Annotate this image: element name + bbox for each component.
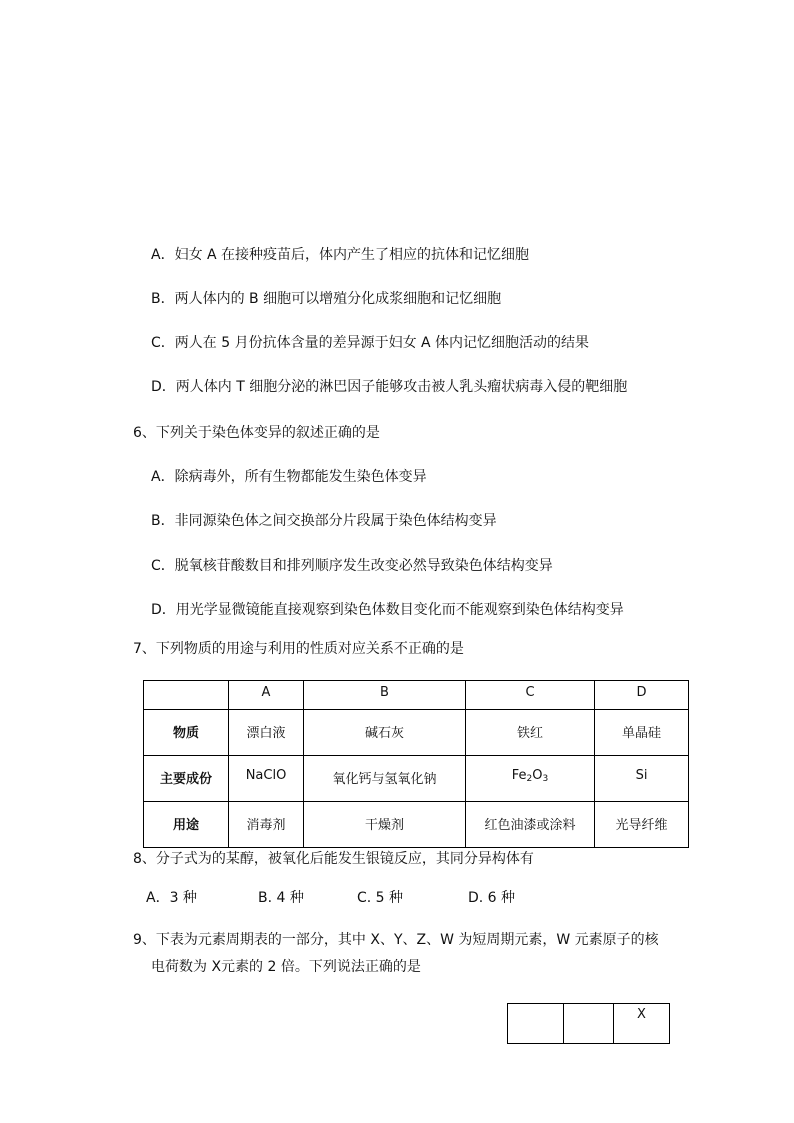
q6-option-a: A．除病毒外，所有生物都能发生染色体变异 (151, 469, 427, 485)
table-cell: D (595, 681, 689, 710)
q8-option-b: B. 4 种 (258, 890, 304, 906)
q8-option-c: C. 5 种 (357, 890, 404, 906)
q5-option-c: C．两人在 5 月份抗体含量的差异源于妇女 A 体内记忆细胞活动的结果 (151, 335, 590, 351)
formula-fe2o3: $Fe_2O_3$ (466, 755, 595, 801)
table-row (508, 1004, 670, 1044)
table-cell (564, 1004, 614, 1044)
q6-option-d: D．用光学显微镜能直接观察到染色体数目变化而不能观察到染色体结构变异 (151, 602, 624, 618)
substance-table (143, 680, 689, 848)
table-cell: 碱石灰 (304, 709, 466, 755)
table-row (144, 801, 689, 847)
table-cell: 光导纤维 (595, 801, 689, 847)
q8-option-d: D. 6 种 (468, 890, 516, 906)
table-cell: X (614, 1004, 670, 1044)
q8-stem: 8、分子式为的某醇，被氧化后能发生银镜反应，其同分异构体有 (133, 851, 534, 867)
table-row (144, 755, 689, 801)
row-header: 主要成份 (144, 755, 229, 801)
q9-stem-line1: 9、下表为元素周期表的一部分，其中 X、Y、Z、W 为短周期元素，W 元素原子的核 (133, 932, 659, 948)
table-cell: 单晶硅 (595, 709, 689, 755)
table-cell: B (304, 681, 466, 710)
q6-option-c: C．脱氧核苷酸数目和排列顺序发生改变必然导致染色体结构变异 (151, 558, 553, 574)
q6-stem: 6、下列关于染色体变异的叙述正确的是 (133, 425, 380, 441)
table-cell: C (466, 681, 595, 710)
table-header-row (144, 681, 689, 710)
q9-stem-line2: 电荷数为 X元素的 2 倍。下列说法正确的是 (151, 959, 421, 975)
table-cell (508, 1004, 564, 1044)
table-cell: 铁红 (466, 709, 595, 755)
q8-option-a: A．3 种 (146, 890, 197, 906)
table-row (144, 709, 689, 755)
table-cell: 漂白液 (229, 709, 304, 755)
table-cell: 消毒剂 (229, 801, 304, 847)
table-cell: 氧化钙与氢氧化钠 (304, 755, 466, 801)
q6-option-b: B．非同源染色体之间交换部分片段属于染色体结构变异 (151, 513, 497, 529)
table-cell: A (229, 681, 304, 710)
table-cell: NaClO (229, 755, 304, 801)
table-cell: 干燥剂 (304, 801, 466, 847)
table-cell: 红色油漆或涂料 (466, 801, 595, 847)
row-header: 用途 (144, 801, 229, 847)
q7-stem: 7、下列物质的用途与利用的性质对应关系不正确的是 (133, 641, 464, 657)
table-cell (144, 681, 229, 710)
q5-option-d: D．两人体内 T 细胞分泌的淋巴因子能够攻击被人乳头瘤状病毒入侵的靶细胞 (151, 379, 628, 395)
periodic-table-fragment (507, 1003, 670, 1044)
q5-option-a: A．妇女 A 在接种疫苗后，体内产生了相应的抗体和记忆细胞 (151, 247, 530, 263)
table-cell: Si (595, 755, 689, 801)
q5-option-b: B．两人体内的 B 细胞可以增殖分化成浆细胞和记忆细胞 (151, 291, 502, 307)
row-header: 物质 (144, 709, 229, 755)
